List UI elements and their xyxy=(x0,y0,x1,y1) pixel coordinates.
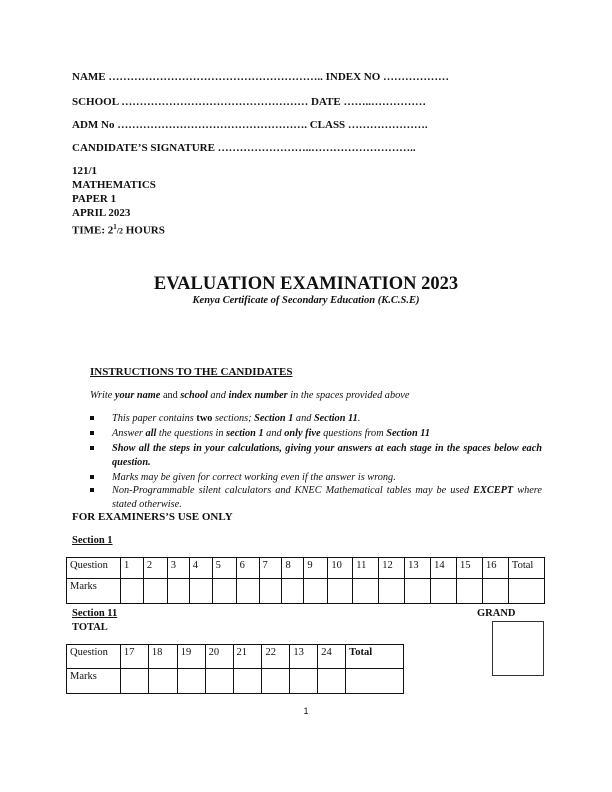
marks-cell[interactable] xyxy=(328,579,353,604)
text-segment: your name xyxy=(114,390,161,401)
bullet-icon xyxy=(90,488,94,492)
text-segment: Show all the steps in your calculations, giving your answers at each stage in the spaces below each question. xyxy=(112,443,542,468)
question-number-cell: 5 xyxy=(212,558,236,579)
marks-cell[interactable] xyxy=(379,579,405,604)
question-number-cell: 18 xyxy=(148,645,177,669)
marks-cell[interactable] xyxy=(167,579,189,604)
marks-cell[interactable] xyxy=(189,579,212,604)
text-segment: and xyxy=(263,428,285,439)
question-number-cell: Total xyxy=(508,558,544,579)
marks-cell[interactable] xyxy=(212,579,236,604)
time-sub: /2 xyxy=(116,226,123,236)
question-number-cell: Total xyxy=(346,645,404,669)
paper-date: APRIL 2023 xyxy=(72,207,131,219)
section1-marks-table xyxy=(66,557,545,604)
text-segment: all xyxy=(145,428,157,439)
exam-title: EVALUATION EXAMINATION 2023 xyxy=(153,274,459,294)
marks-cell[interactable] xyxy=(262,669,290,694)
instruction-item xyxy=(112,484,542,511)
text-segment: EXCEPT xyxy=(473,485,514,496)
marks-cell[interactable] xyxy=(177,669,205,694)
paper-time xyxy=(72,220,165,239)
text-segment: section 1 xyxy=(226,428,264,439)
text-segment: school xyxy=(180,390,208,401)
question-number-cell: 7 xyxy=(259,558,282,579)
question-number-cell: 15 xyxy=(457,558,483,579)
marks-cell[interactable] xyxy=(259,579,282,604)
question-number-cell: 10 xyxy=(328,558,353,579)
school-date-field[interactable]: SCHOOL …………………………………………… DATE ……..…………… xyxy=(72,96,426,108)
marks-cell[interactable] xyxy=(508,579,544,604)
text-segment: This paper contains xyxy=(112,413,197,424)
marks-cell[interactable] xyxy=(143,579,167,604)
marks-cell[interactable] xyxy=(318,669,346,694)
text-segment: Write xyxy=(90,390,115,401)
marks-cell[interactable] xyxy=(457,579,483,604)
text-segment: two xyxy=(196,413,213,424)
instructions-intro xyxy=(90,390,409,401)
question-number-cell: 13 xyxy=(290,645,318,669)
exam-subtitle: Kenya Certificate of Secondary Education (K.C.S.E) xyxy=(192,295,420,306)
question-row xyxy=(67,645,404,669)
question-number-cell: 22 xyxy=(262,645,290,669)
section1-label: Section 1 xyxy=(72,535,113,546)
question-number-cell: 13 xyxy=(405,558,431,579)
marks-cell[interactable] xyxy=(282,579,304,604)
grand-label: GRAND xyxy=(477,608,516,619)
text-segment: where stated otherwise. xyxy=(112,485,542,510)
marks-cell[interactable] xyxy=(353,579,379,604)
question-number-cell: 1 xyxy=(120,558,143,579)
text-segment: Section 11 xyxy=(313,413,358,424)
question-row xyxy=(67,558,545,579)
text-segment: the questions in xyxy=(156,428,227,439)
examiners-heading: FOR EXAMINERS’S USE ONLY xyxy=(72,511,233,523)
text-segment: sections; xyxy=(212,413,255,424)
signature-field[interactable]: CANDIDATE’S SIGNATURE ……………………..……………………….. xyxy=(72,142,416,154)
text-segment: index number xyxy=(228,390,288,401)
paper-code: 121/1 xyxy=(72,165,98,177)
row-label: Marks xyxy=(67,669,121,694)
question-number-cell: 3 xyxy=(167,558,189,579)
marks-cell[interactable] xyxy=(148,669,177,694)
question-number-cell: 19 xyxy=(177,645,205,669)
text-segment: . xyxy=(357,413,361,424)
name-index-field[interactable]: NAME ………………………………………………….. INDEX NO ……………… xyxy=(72,71,450,83)
text-segment: Answer xyxy=(112,428,146,439)
paper-info xyxy=(72,164,165,239)
marks-cell[interactable] xyxy=(290,669,318,694)
time-prefix: TIME: 2 xyxy=(72,224,114,237)
adm-class-field[interactable]: ADM No ……………………………………………. CLASS …………………. xyxy=(72,119,428,131)
text-segment: Section 11 xyxy=(386,428,430,439)
instructions-heading: INSTRUCTIONS TO THE CANDIDATES xyxy=(90,366,293,378)
marks-cell[interactable] xyxy=(120,579,143,604)
question-number-cell: 20 xyxy=(205,645,233,669)
text-segment: and xyxy=(293,413,314,424)
bullet-icon xyxy=(90,475,94,479)
marks-cell[interactable] xyxy=(482,579,508,604)
text-segment: questions from xyxy=(320,428,387,439)
instruction-item xyxy=(112,412,542,426)
instruction-item xyxy=(112,471,542,485)
question-number-cell: 21 xyxy=(233,645,262,669)
question-number-cell: 8 xyxy=(282,558,304,579)
question-number-cell: 16 xyxy=(482,558,508,579)
grand-total-box[interactable] xyxy=(492,621,544,676)
text-segment: Non-Programmable silent calculators and KNEC Mathematical tables may be used xyxy=(112,485,474,496)
section2-label: Section 11 xyxy=(72,608,118,619)
paper-subject: MATHEMATICS xyxy=(72,179,156,191)
text-segment: and xyxy=(160,390,181,401)
marks-cell[interactable] xyxy=(233,669,262,694)
marks-cell[interactable] xyxy=(405,579,431,604)
question-number-cell: 14 xyxy=(431,558,457,579)
row-label: Question xyxy=(67,645,121,669)
paper-number: PAPER 1 xyxy=(72,193,117,205)
time-sup: 1 xyxy=(113,223,117,231)
text-segment: only five xyxy=(284,428,321,439)
text-segment: Section 1 xyxy=(254,413,294,424)
row-label: Question xyxy=(67,558,121,579)
question-number-cell: 12 xyxy=(379,558,405,579)
bullet-icon xyxy=(90,431,94,435)
marks-cell[interactable] xyxy=(304,579,328,604)
question-number-cell: 17 xyxy=(120,645,148,669)
instruction-item xyxy=(112,427,542,441)
marks-cell[interactable] xyxy=(431,579,457,604)
marks-cell[interactable] xyxy=(236,579,259,604)
marks-cell[interactable] xyxy=(346,669,404,694)
total-label: TOTAL xyxy=(72,622,108,633)
question-number-cell: 6 xyxy=(236,558,259,579)
text-segment: Marks may be given for correct working even if the answer is wrong. xyxy=(112,472,396,483)
time-suffix: HOURS xyxy=(122,224,165,237)
question-number-cell: 9 xyxy=(304,558,328,579)
marks-cell[interactable] xyxy=(120,669,148,694)
row-label: Marks xyxy=(67,579,121,604)
section2-marks-table xyxy=(66,644,404,694)
text-segment: and xyxy=(207,390,229,401)
instruction-item xyxy=(112,442,542,469)
text-segment: in the spaces provided above xyxy=(287,390,410,401)
marks-row xyxy=(67,669,404,694)
question-number-cell: 11 xyxy=(353,558,379,579)
question-number-cell: 2 xyxy=(143,558,167,579)
bullet-icon xyxy=(90,416,94,420)
question-number-cell: 24 xyxy=(318,645,346,669)
bullet-icon xyxy=(90,446,94,450)
question-number-cell: 4 xyxy=(189,558,212,579)
marks-row xyxy=(67,579,545,604)
page-number: 1 xyxy=(303,706,309,716)
marks-cell[interactable] xyxy=(205,669,233,694)
